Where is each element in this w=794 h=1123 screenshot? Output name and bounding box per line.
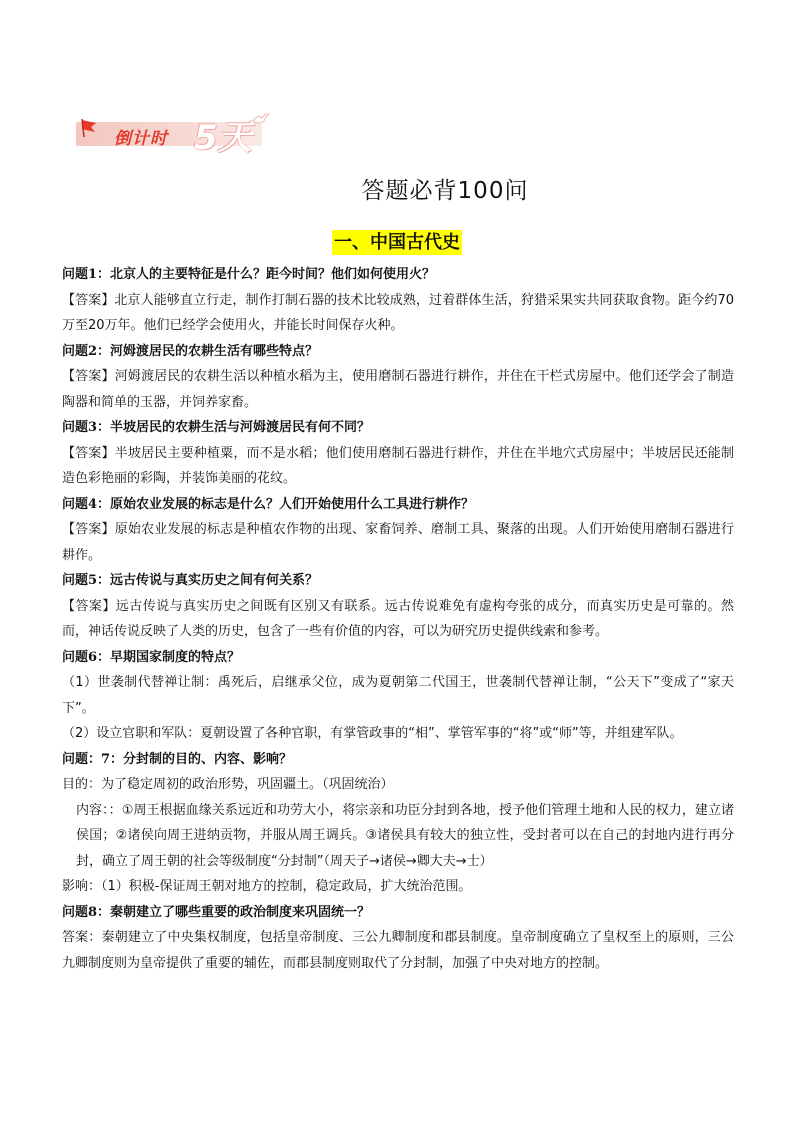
- answer: 影响：（1）积极-保证周王朝对地方的控制，稳定政局，扩大统治范围。: [62, 879, 472, 894]
- answer: 答案：秦朝建立了中央集权制度，包括皇帝制度、三公九卿制度和郡县制度。皇帝制度确立了皇权至上的原则，三公九卿制度则为皇帝提供了重要的辅佐，而郡县制度则取代了分封制，加强了中央对地方的控制。: [62, 930, 734, 971]
- badge-days: 5天: [194, 118, 252, 158]
- dove-icon: [252, 112, 270, 126]
- question: 问题6：早期国家制度的特点？: [62, 649, 241, 665]
- answer: 【答案】原始农业发展的标志是种植农作物的出现、家畜饲养、磨制工具、聚落的出现。人们开始使用磨制石器进行耕作。: [62, 522, 734, 563]
- answer: 目的：为了稳定周初的政治形势，巩固疆土。（巩固统治）: [62, 777, 394, 792]
- question: 问题8：秦朝建立了哪些重要的政治制度来巩固统一？: [62, 904, 371, 920]
- question: 问题1：北京人的主要特征是什么？距今时间？他们如何使用火？: [62, 267, 436, 282]
- question: 问题：7：分封制的目的、内容、影响？: [62, 751, 293, 767]
- question: 问题5：远古传说与真实历史之间有何关系？: [62, 573, 319, 588]
- section-heading: [0, 228, 794, 254]
- answer: 【答案】河姆渡居民的农耕生活以种植水稻为主，使用磨制石器进行耕作，并住在干栏式房屋中。他们还学会了制造陶器和简单的玉器，并饲养家畜。: [62, 369, 734, 410]
- answer: 【答案】远古传说与真实历史之间既有区别又有联系。远古传说难免有虚构夸张的成分，而真实历史是可靠的。然而，神话传说反映了人类的历史，包含了一些有价值的内容，可以为研究历史提供线索和参考。: [62, 598, 734, 639]
- badge-label: 倒计时: [114, 129, 168, 149]
- answer: （2）设立官职和军队：夏朝设置了各种官职，有掌管政事的“相”、掌管军事的“将”或“师”等，并组建军队。: [62, 726, 683, 741]
- question: 问题4：原始农业发展的标志是什么？人们开始使用什么工具进行耕作？: [62, 496, 475, 512]
- section-title: 一、中国古代史: [334, 232, 460, 253]
- page-title: 答题必背100问: [361, 178, 529, 204]
- question: 问题3：半坡居民的农耕生活与河姆渡居民有何不同？: [62, 420, 371, 435]
- answer: 【答案】北京人能够直立行走，制作打制石器的技术比较成熟，过着群体生活，狩猎采果实共同获取食物。距今约70万至20万年。他们已经学会使用火，并能长时间保存火种。: [62, 292, 734, 333]
- answer: 内容：：①周王根据血缘关系远近和功劳大小，将宗亲和功臣分封到各地，授予他们管理土地和人民的权力，建立诸侯国；②诸侯向周王进纳贡物，并服从周王调兵。③诸侯具有较大的独立性，受封者可以在自己的封地内进行再分封，确立了周王朝的社会等级制度“分封制”（周天子→诸侯→卿大夫→士）: [76, 802, 734, 869]
- flag-icon: [78, 116, 100, 138]
- qa-list: [62, 262, 734, 976]
- answer: 【答案】半坡居民主要种植粟，而不是水稻；他们使用磨制石器进行耕作，并住在半地穴式房屋中；半坡居民还能制造色彩艳丽的彩陶，并装饰美丽的花纹。: [62, 445, 734, 486]
- countdown-badge: [76, 112, 268, 158]
- question: 问题2：河姆渡居民的农耕生活有哪些特点？: [62, 343, 319, 359]
- answer: （1）世袭制代替禅让制：禹死后，启继承父位，成为夏朝第二代国王，世袭制代替禅让制，“公天下”变成了“家天下”。: [62, 675, 734, 716]
